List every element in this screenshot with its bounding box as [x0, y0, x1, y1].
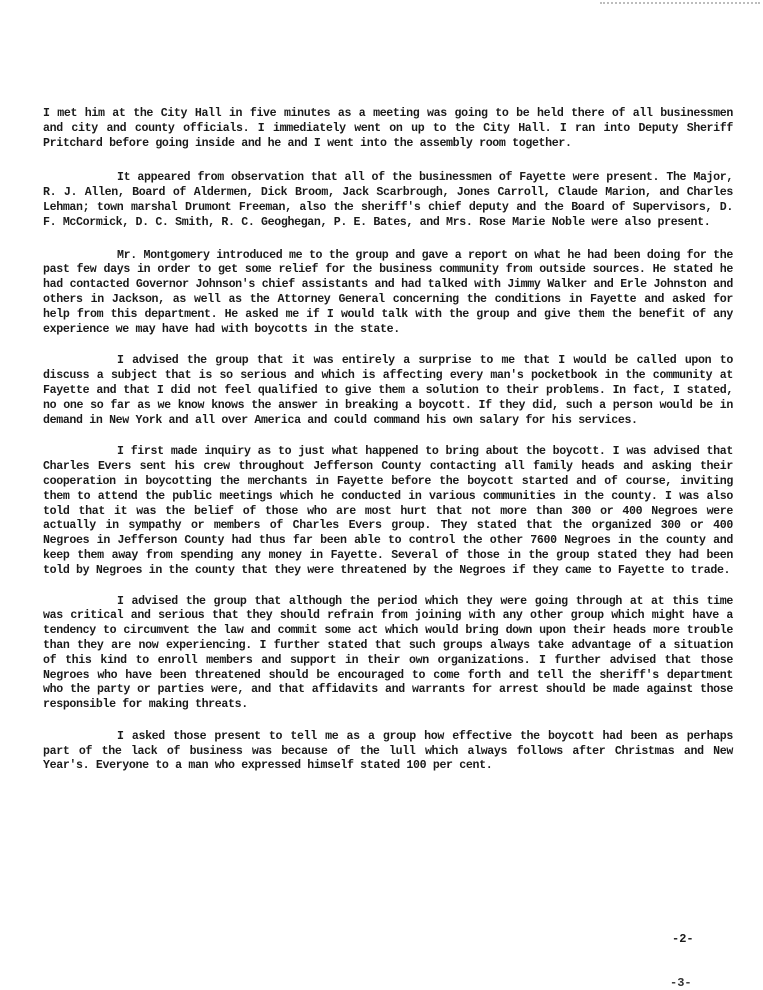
paragraph-advice-on-boycott: I advised the group that it was entirely a surprise to me that I would be called upon to discuss a subject that is so serious and which is affecting every man's pocketbook in the community at Fayette and that I did not feel qualified to give them a solution to their problems. In fact, I stated, no one so far as we know knows the answer in breaking a boycott. If they did, such a person would be in demand in New York and all over America and could command his own salary for his services. — [43, 354, 733, 427]
paragraph-advice-refrain: I advised the group that although the period which they were going through at at this time was critical and serious that they should refrain from joining with any other group which might have a tendency to circumvent the law and commit some act which would bring down upon their heads more trouble than they are now experiencing. I further stated that such groups always take advantage of a situation of this kind to enroll members and support in their own organizations. I further advised that those Negroes who have been threatened should be encouraged to come forth and tell the sheriff's department who the party or parties were, and that affidavits and warrants for arrest should be made against those responsible for making threats. — [43, 594, 733, 712]
paragraph-boycott-inquiry: I first made inquiry as to just what happened to bring about the boycott. I was advised that Charles Evers sent his crew throughout Jefferson County contacting all family heads and asking their cooperation in boycotting the merchants in Fayette before the boycott started and of course, inviting them to attend the public meetings which he conducted in various communities in the county. I was also told that it was the belief of those who are most hurt that not more than 300 or 400 Negroes were actually in sympathy or members of Charles Evers group. They stated that the organized 300 or 400 Negroes in Jefferson County had thus far been able to control the other 7600 Negroes in the county and keep them away from spending any money in Fayette. Several of those in the group stated they had been told by Negroes in the county that they were threatened by the Negroes if they came to Fayette to trade. — [43, 445, 733, 577]
paragraph-effectiveness: I asked those present to tell me as a group how effective the boycott had been as perhaps part of the lack of business was because of the lull which always follows after Christmas and New Year's. Everyone to a man who expressed himself stated 100 per cent. — [43, 729, 733, 773]
next-page-mark: -3- — [670, 976, 692, 990]
top-dotted-rule — [600, 2, 760, 4]
paragraph-meeting-at-city-hall: I met him at the City Hall in five minutes as a meeting was going to be held there of all businessmen and city and county officials. I immediately went on up to the City Hall. I ran into Deputy Sheriff Pritchard before going inside and he and I went into the assembly room together. — [43, 107, 733, 150]
document-body — [43, 107, 733, 774]
page-number: -2- — [672, 932, 694, 946]
paragraph-attendees: It appeared from observation that all of the businessmen of Fayette were present. The Major, R. J. Allen, Board of Aldermen, Dick Broom, Jack Scarbrough, Jones Carroll, Claude Marion, and Charles Lehman; town marshal Drumont Freeman, also the sheriff's chief deputy and the Board of Supervisors, D. F. McCormick, D. C. Smith, R. C. Geoghegan, P. E. Bates, and Mrs. Rose Marie Noble were also present. — [43, 171, 733, 229]
paragraph-montgomery-report: Mr. Montgomery introduced me to the group and gave a report on what he had been doing for the past few days in order to get some relief for the business community from outside sources. He stated he had contacted Governor Johnson's chief assistants and had talked with Jimmy Walker and Erle Johnston and others in Jackson, as well as the Attorney General concerning the conditions in Fayette and asked for help from this department. He asked me if I would talk with the group and give them the benefit of any experience we may have had with boycotts in the state. — [43, 248, 733, 336]
